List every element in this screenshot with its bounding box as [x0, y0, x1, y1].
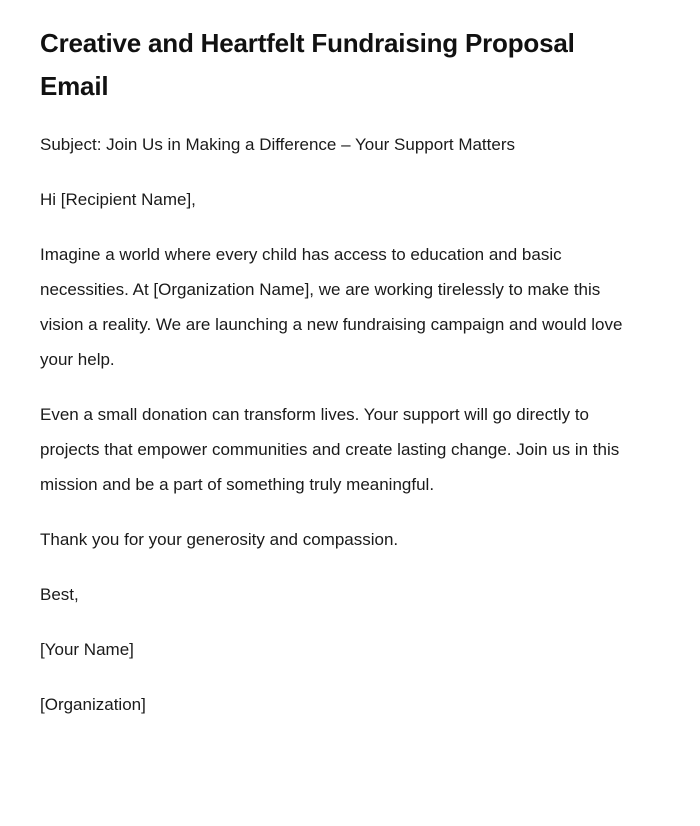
- email-sender-name-placeholder: [Your Name]: [40, 640, 134, 659]
- email-subject-line: Subject: Join Us in Making a Difference – Your Support Matters: [40, 135, 515, 154]
- email-thanks-line: Thank you for your generosity and compassion.: [40, 530, 399, 549]
- email-signoff: Best,: [40, 585, 79, 604]
- email-paragraph-1: Imagine a world where every child has access to education and basic necessities. At [Organization Name], we are working tirelessly to make this vision a reality. We are launching a new fundraising campaign and would love your help.: [40, 245, 623, 369]
- email-paragraph-2: Even a small donation can transform lives. Your support will go directly to projects that empower communities and create lasting change. Join us in this mission and be a part of something truly meaningful.: [40, 405, 620, 494]
- email-body: [40, 127, 640, 722]
- email-organization-placeholder: [Organization]: [40, 695, 146, 714]
- page-title: Creative and Heartfelt Fundraising Proposal Email: [40, 28, 575, 101]
- email-greeting: Hi [Recipient Name],: [40, 190, 196, 209]
